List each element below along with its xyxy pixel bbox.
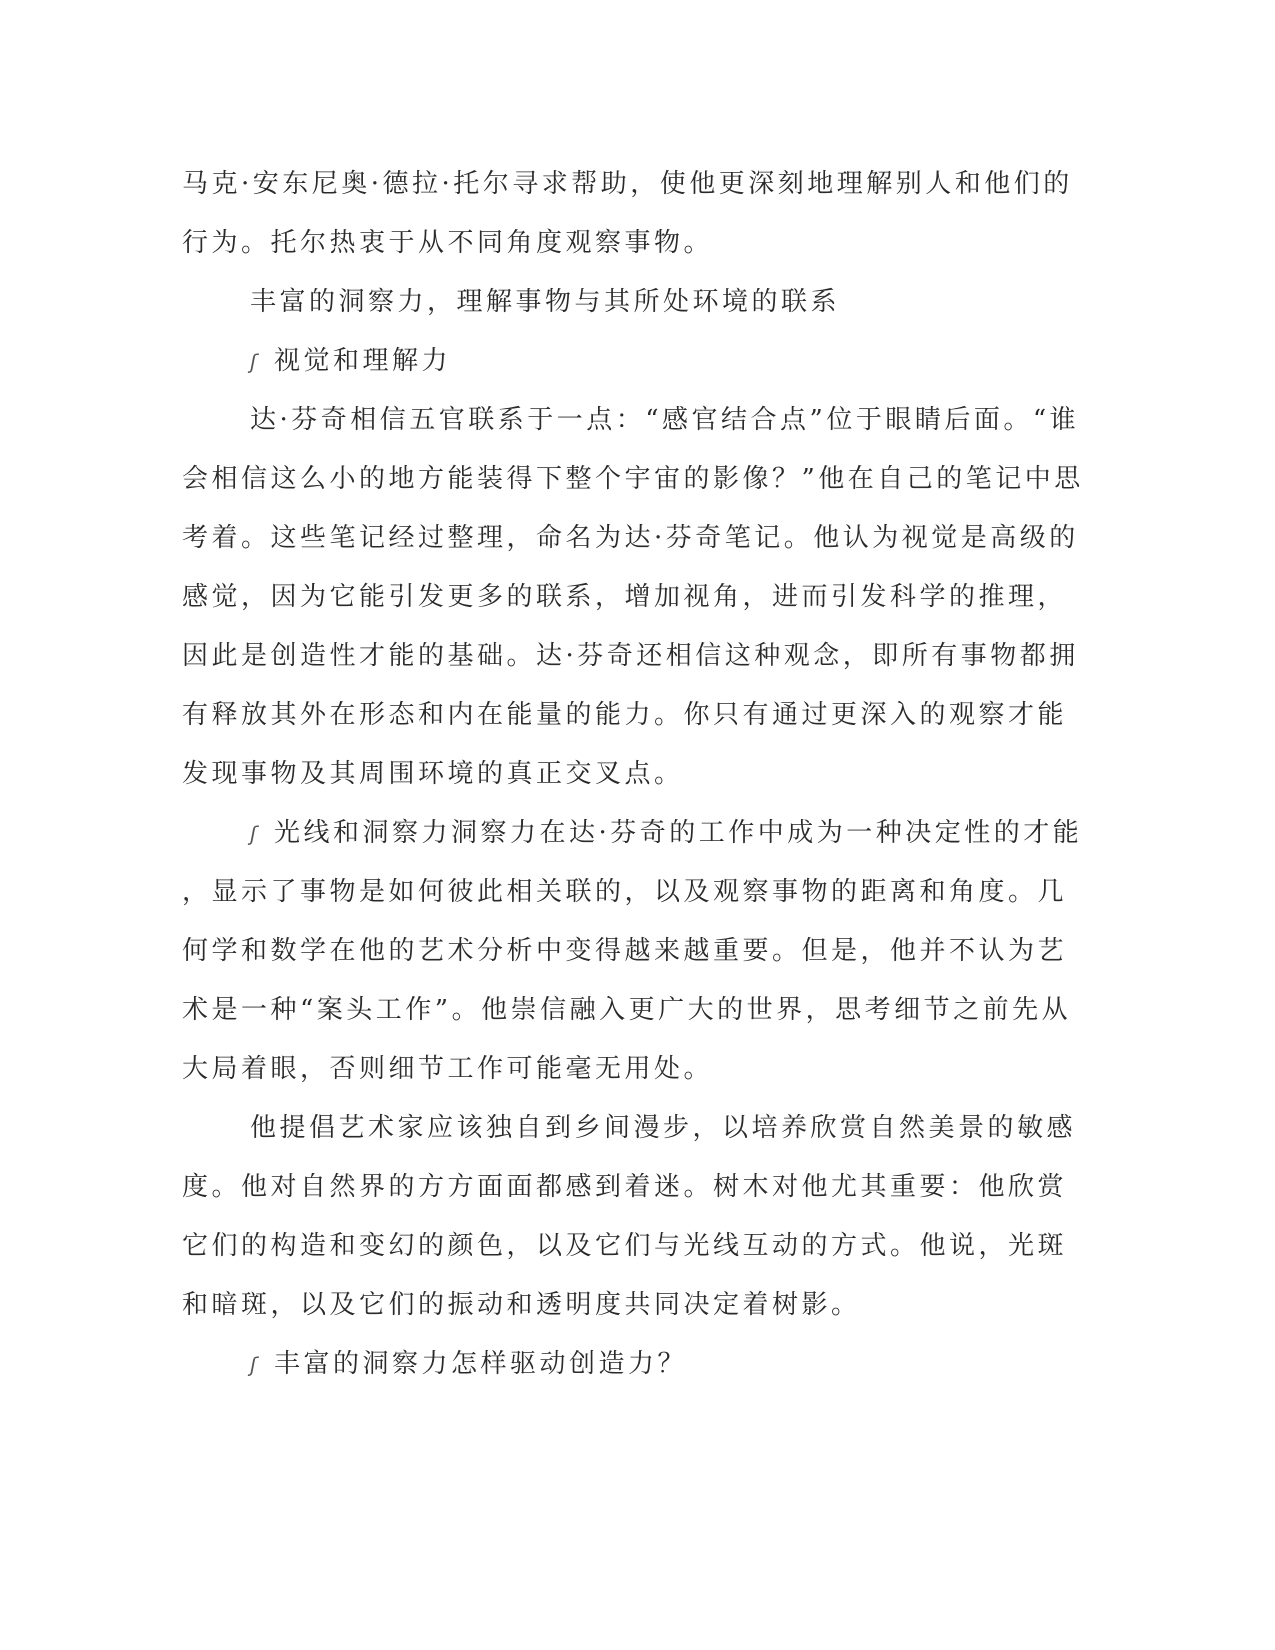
- text-line: ，显示了事物是如何彼此相关联的，以及观察事物的距离和角度。几: [182, 877, 1068, 907]
- text-line: 达·芬奇相信五官联系于一点：“感官结合点”位于眼睛后面。“谁: [250, 405, 1080, 435]
- text-line: 它们的构造和变幻的颜色，以及它们与光线互动的方式。他说，光斑: [182, 1231, 1068, 1261]
- text-line: 术是一种“案头工作”。他崇信融入更广大的世界，思考细节之前先从: [182, 995, 1072, 1025]
- subheading: 丰富的洞察力，理解事物与其所处环境的联系: [250, 287, 841, 317]
- bullet-icon: ʃ: [250, 350, 257, 374]
- bullet-heading-text: 视觉和理解力: [274, 346, 452, 376]
- text-line: 发现事物及其周围环境的真正交叉点。: [182, 759, 684, 789]
- text-line: 因此是创造性才能的基础。达·芬奇还相信这种观念，即所有事物都拥: [182, 641, 1079, 671]
- text-line: 度。他对自然界的方方面面都感到着迷。树木对他尤其重要：他欣赏: [182, 1172, 1068, 1202]
- text-line: 会相信这么小的地方能装得下整个宇宙的影像？”他在自己的笔记中思: [182, 464, 1084, 494]
- bullet-heading: [182, 1335, 1072, 1394]
- text-line: 马克·安东尼奥·德拉·托尔寻求帮助，使他更深刻地理解别人和他们的: [182, 169, 1073, 199]
- bullet-heading-text: 丰富的洞察力怎样驱动创造力？: [274, 1349, 688, 1379]
- bullet-icon: ʃ: [250, 822, 257, 846]
- bullet-paragraph-first-line: [182, 804, 1083, 863]
- text-line: 何学和数学在他的艺术分析中变得越来越重要。但是，他并不认为艺: [182, 936, 1068, 966]
- bullet-paragraph-text: 光线和洞察力洞察力在达·芬奇的工作中成为一种决定性的才能: [274, 818, 1083, 848]
- text-line: 和暗斑，以及它们的振动和透明度共同决定着树影。: [182, 1290, 861, 1320]
- bullet-icon: ʃ: [250, 1353, 257, 1377]
- text-line: 考着。这些笔记经过整理，命名为达·芬奇笔记。他认为视觉是高级的: [182, 523, 1079, 553]
- text-line: 他提倡艺术家应该独自到乡间漫步，以培养欣赏自然美景的敏感: [250, 1113, 1077, 1143]
- document-body: [182, 155, 1084, 1394]
- bullet-heading: [182, 332, 1072, 391]
- text-line: 感觉，因为它能引发更多的联系，增加视角，进而引发科学的推理，: [182, 582, 1068, 612]
- text-line: 大局着眼，否则细节工作可能毫无用处。: [182, 1054, 714, 1084]
- text-line: 行为。托尔热衷于从不同角度观察事物。: [182, 228, 714, 258]
- text-line: 有释放其外在形态和内在能量的能力。你只有通过更深入的观察才能: [182, 700, 1068, 730]
